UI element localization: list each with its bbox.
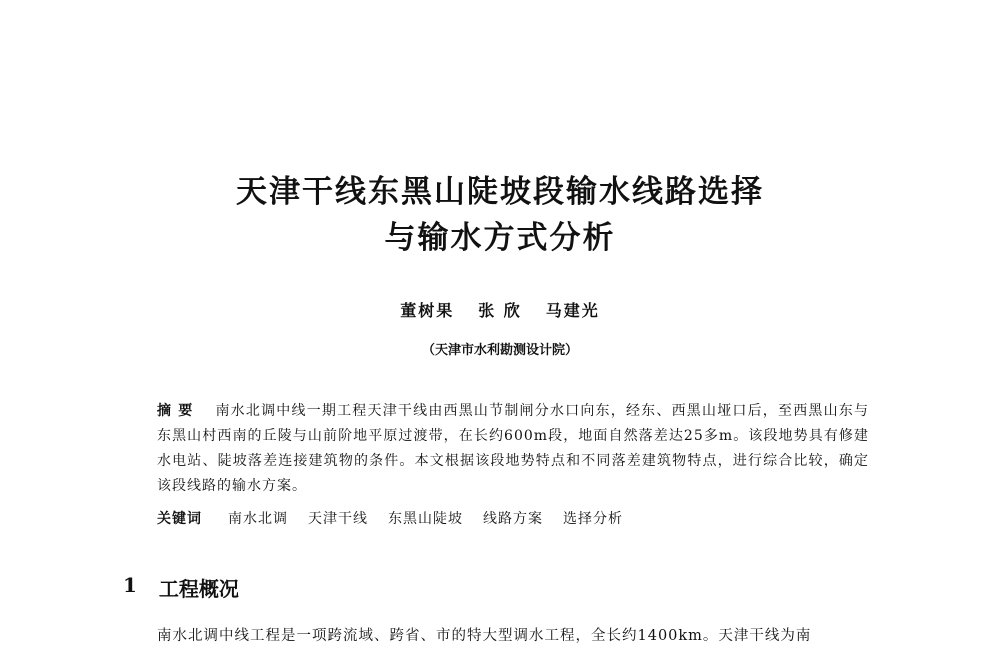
keyword-1: 南水北调 <box>228 511 288 527</box>
section-title: 工程概况 <box>158 577 239 601</box>
paper-title-line-1: 天津干线东黑山陡坡段输水线路选择 <box>236 174 764 210</box>
keyword-2: 天津干线 <box>308 511 368 527</box>
keyword-4: 线路方案 <box>483 511 543 527</box>
keywords-label: 关键词 <box>157 511 202 527</box>
author-2: 张 欣 <box>478 301 522 320</box>
abstract-text: 南水北调中线一期工程天津干线由西黑山节制闸分水口向东，经东、西黑山垭口后，至西黑山东与东黑山村西南的丘陵与山前阶地平原过渡带，在长约600m段，地面自然落差达25多m。该段地势具有修建水电站、陡坡落差连接建筑物的条件。本文根据该段地势特点和不同落差建筑物特点，进行综合比较，确定该段线路的输水方案。 <box>157 403 869 494</box>
paper-title-line-2: 与输水方式分析 <box>384 220 616 256</box>
section-heading-1 <box>123 573 239 602</box>
abstract-label: 摘 要 <box>157 403 194 419</box>
section-number: 1 <box>123 573 137 597</box>
author-3: 马建光 <box>545 301 600 320</box>
keywords-block <box>157 508 869 528</box>
abstract-block <box>157 399 869 499</box>
author-1: 董树果 <box>400 301 455 320</box>
body-paragraph: 南水北调中线工程是一项跨流域、跨省、市的特大型调水工程，全长约1400km。天津干线为南 <box>157 628 812 644</box>
keyword-5: 选择分析 <box>563 511 623 527</box>
keyword-3: 东黑山陡坡 <box>388 511 463 527</box>
author-list <box>0 298 1000 321</box>
affiliation: （天津市水利勘测设计院） <box>421 343 578 358</box>
